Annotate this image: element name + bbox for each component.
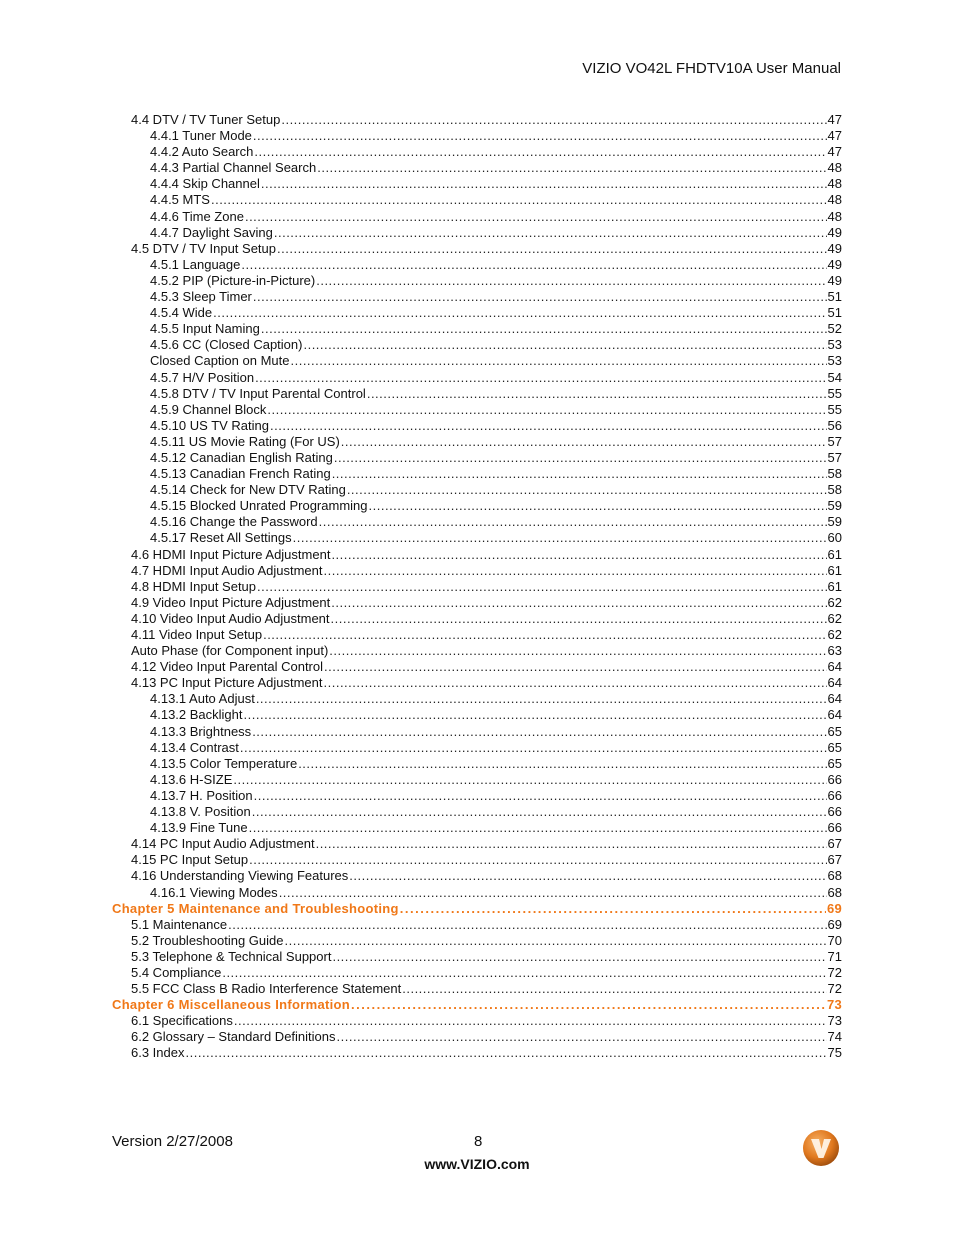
toc-entry-page: 57 xyxy=(827,433,842,449)
toc-entry[interactable] xyxy=(112,981,842,997)
toc-entry-page: 55 xyxy=(827,401,842,417)
toc-entry-title: 4.15 PC Input Setup xyxy=(131,852,249,868)
toc-entry[interactable] xyxy=(112,273,842,289)
toc-entry[interactable] xyxy=(112,933,842,949)
toc-entry-page: 52 xyxy=(827,321,842,337)
toc-dot-leader xyxy=(270,418,827,434)
toc-entry[interactable] xyxy=(112,514,842,530)
toc-entry-title: 4.5.12 Canadian English Rating xyxy=(150,449,333,465)
toc-entry-title: 4.13 PC Input Picture Adjustment xyxy=(131,675,323,691)
toc-entry[interactable] xyxy=(112,176,842,192)
header-title: VIZIO VO42L FHDTV10A User Manual xyxy=(582,60,841,77)
toc-chapter-entry[interactable] xyxy=(112,901,842,917)
toc-dot-leader xyxy=(261,321,827,337)
toc-dot-leader xyxy=(274,225,827,241)
toc-dot-leader xyxy=(252,724,826,740)
toc-entry-title: 4.13.3 Brightness xyxy=(150,723,252,739)
toc-entry-page: 51 xyxy=(827,289,842,305)
toc-entry-page: 47 xyxy=(827,112,842,127)
toc-entry[interactable] xyxy=(112,112,842,128)
toc-dot-leader xyxy=(263,627,826,643)
toc-dot-leader xyxy=(298,756,826,772)
toc-entry-title: 4.10 Video Input Audio Adjustment xyxy=(131,610,330,626)
toc-entry-title: 4.9 Video Input Picture Adjustment xyxy=(131,594,331,610)
toc-dot-leader xyxy=(245,209,827,225)
toc-dot-leader xyxy=(332,949,826,965)
toc-entry-page: 59 xyxy=(827,514,842,530)
toc-dot-leader xyxy=(241,257,826,273)
toc-entry[interactable] xyxy=(112,337,842,353)
footer-url[interactable]: www.VIZIO.com xyxy=(424,1156,530,1172)
toc-dot-leader xyxy=(347,482,827,498)
toc-dot-leader xyxy=(367,386,827,402)
toc-dot-leader xyxy=(316,273,826,289)
toc-entry[interactable] xyxy=(112,498,842,514)
toc-entry-page: 68 xyxy=(827,868,842,884)
toc-entry-page: 72 xyxy=(827,981,842,997)
toc-entry[interactable] xyxy=(112,386,842,402)
toc-entry-title: 4.5.5 Input Naming xyxy=(150,321,260,337)
toc-entry[interactable] xyxy=(112,1045,842,1061)
toc-entry-title: 4.5.13 Canadian French Rating xyxy=(150,466,331,482)
toc-entry-title: 4.4.2 Auto Search xyxy=(150,144,254,160)
toc-entry-title: 4.5.9 Channel Block xyxy=(150,401,267,417)
toc-entry-page: 66 xyxy=(827,787,842,803)
toc-entry[interactable] xyxy=(112,804,842,820)
toc-entry-page: 75 xyxy=(827,1045,842,1061)
toc-entry-page: 67 xyxy=(827,836,842,852)
toc-dot-leader xyxy=(240,740,827,756)
toc-entry-title: 4.12 Video Input Parental Control xyxy=(131,659,324,675)
toc-entry-page: 48 xyxy=(827,192,842,208)
toc-entry[interactable] xyxy=(112,691,842,707)
toc-entry-page: 47 xyxy=(827,128,842,144)
toc-entry-title: 4.11 Video Input Setup xyxy=(131,627,263,642)
toc-entry-title: 4.5.16 Change the Password xyxy=(150,514,318,530)
toc-dot-leader xyxy=(213,305,826,321)
toc-entry-title: 4.4 DTV / TV Tuner Setup xyxy=(131,112,281,127)
toc-entry[interactable] xyxy=(112,675,842,691)
toc-entry-title: 4.13.7 H. Position xyxy=(150,787,253,803)
toc-entry-title: 4.16 Understanding Viewing Features xyxy=(131,868,349,884)
toc-dot-leader xyxy=(261,176,827,192)
toc-entry-title: 4.16.1 Viewing Modes xyxy=(150,884,278,900)
toc-entry-title: 6.3 Index xyxy=(131,1045,185,1061)
toc-entry-page: 64 xyxy=(827,659,842,675)
toc-entry-page: 68 xyxy=(827,884,842,900)
toc-dot-leader xyxy=(349,868,826,884)
toc-dot-leader xyxy=(234,1013,827,1029)
toc-entry-title: 6.2 Glossary – Standard Definitions xyxy=(131,1029,336,1045)
toc-dot-leader xyxy=(329,643,826,659)
toc-entry[interactable] xyxy=(112,241,842,257)
toc-entry[interactable] xyxy=(112,949,842,965)
toc-entry-page: 62 xyxy=(827,627,842,642)
footer-page-number: 8 xyxy=(474,1133,483,1150)
toc-entry-page: 73 xyxy=(826,997,842,1013)
toc-entry-title: 4.13.8 V. Position xyxy=(150,804,251,820)
toc-entry[interactable] xyxy=(112,547,842,563)
toc-entry-page: 62 xyxy=(827,610,842,626)
toc-entry-title: 5.4 Compliance xyxy=(131,964,222,980)
toc-entry-title: 4.5.8 DTV / TV Input Parental Control xyxy=(150,385,366,401)
toc-entry-page: 73 xyxy=(827,1013,842,1029)
toc-entry-page: 48 xyxy=(827,208,842,224)
toc-dot-leader xyxy=(281,112,826,128)
toc-dot-leader xyxy=(257,579,827,595)
toc-dot-leader xyxy=(222,965,826,981)
toc-dot-leader xyxy=(341,434,827,450)
toc-entry-page: 58 xyxy=(827,466,842,482)
toc-entry-title: 4.5.10 US TV Rating xyxy=(150,417,269,433)
toc-entry[interactable] xyxy=(112,643,842,659)
toc-entry-title: Auto Phase (for Component input) xyxy=(131,643,329,659)
toc-entry-page: 61 xyxy=(827,578,842,594)
toc-entry-page: 64 xyxy=(827,707,842,723)
toc-entry-page: 56 xyxy=(827,417,842,433)
toc-entry-title: 4.5.14 Check for New DTV Rating xyxy=(150,482,346,498)
toc-entry[interactable] xyxy=(112,917,842,933)
toc-entry-page: 74 xyxy=(827,1029,842,1045)
toc-entry[interactable] xyxy=(112,724,842,740)
toc-entry-page: 69 xyxy=(827,916,842,932)
toc-dot-leader xyxy=(369,498,827,514)
toc-entry-page: 71 xyxy=(827,948,842,964)
toc-dot-leader xyxy=(252,804,827,820)
toc-entry-title: 5.1 Maintenance xyxy=(131,916,228,932)
toc-dot-leader xyxy=(249,820,827,836)
toc-entry-page: 65 xyxy=(827,739,842,755)
toc-entry[interactable] xyxy=(112,402,842,418)
toc-entry-title: 4.13.1 Auto Adjust xyxy=(150,691,255,707)
toc-entry-title: Closed Caption on Mute xyxy=(150,353,290,369)
toc-dot-leader xyxy=(324,675,827,691)
toc-dot-leader xyxy=(317,160,826,176)
toc-chapter-entry[interactable] xyxy=(112,997,842,1013)
toc-entry-title: Chapter 6 Miscellaneous Information xyxy=(112,997,351,1013)
toc-dot-leader xyxy=(332,466,827,482)
toc-dot-leader xyxy=(402,981,826,997)
toc-entry-page: 67 xyxy=(827,852,842,868)
toc-entry-title: 4.5 DTV / TV Input Setup xyxy=(131,240,277,256)
toc-entry-title: 4.13.6 H-SIZE xyxy=(150,771,233,787)
toc-dot-leader xyxy=(256,691,827,707)
toc-entry[interactable] xyxy=(112,1029,842,1045)
toc-entry[interactable] xyxy=(112,579,842,595)
toc-entry-page: 64 xyxy=(827,691,842,707)
toc-dot-leader xyxy=(293,530,827,546)
toc-entry[interactable] xyxy=(112,611,842,627)
toc-dot-leader xyxy=(211,192,827,208)
toc-entry-page: 63 xyxy=(827,643,842,659)
table-of-contents xyxy=(112,112,842,1062)
toc-dot-leader xyxy=(244,707,827,723)
toc-entry-title: 4.4.7 Daylight Saving xyxy=(150,224,273,240)
toc-entry-title: 4.5.2 PIP (Picture-in-Picture) xyxy=(150,272,316,288)
toc-entry-page: 62 xyxy=(827,594,842,610)
toc-entry[interactable] xyxy=(112,965,842,981)
toc-entry-page: 60 xyxy=(827,530,842,546)
toc-entry-title: 4.5.3 Sleep Timer xyxy=(150,289,252,305)
toc-entry-title: 4.6 HDMI Input Picture Adjustment xyxy=(131,546,331,562)
toc-entry-title: Chapter 5 Maintenance and Troubleshooting xyxy=(112,900,399,916)
toc-entry[interactable] xyxy=(112,627,842,643)
toc-dot-leader xyxy=(267,402,826,418)
toc-entry-page: 53 xyxy=(827,337,842,353)
toc-entry[interactable] xyxy=(112,128,842,144)
toc-entry-title: 4.8 HDMI Input Setup xyxy=(131,578,257,594)
toc-entry[interactable] xyxy=(112,144,842,160)
toc-entry-page: 57 xyxy=(827,449,842,465)
toc-entry-page: 70 xyxy=(827,932,842,948)
toc-dot-leader xyxy=(285,933,827,949)
toc-entry[interactable] xyxy=(112,772,842,788)
toc-dot-leader xyxy=(277,241,827,257)
toc-entry-title: 5.2 Troubleshooting Guide xyxy=(131,932,284,948)
toc-entry[interactable] xyxy=(112,530,842,546)
toc-entry[interactable] xyxy=(112,353,842,369)
toc-dot-leader xyxy=(249,852,826,868)
toc-entry-page: 64 xyxy=(827,675,842,691)
toc-entry-title: 4.5.17 Reset All Settings xyxy=(150,530,292,546)
toc-entry-title: 4.5.1 Language xyxy=(150,256,241,272)
toc-entry-page: 61 xyxy=(827,546,842,562)
toc-entry-title: 4.5.7 H/V Position xyxy=(150,369,255,385)
toc-entry-title: 4.13.2 Backlight xyxy=(150,707,243,723)
toc-entry-page: 49 xyxy=(827,240,842,256)
toc-dot-leader xyxy=(186,1045,827,1061)
toc-entry[interactable] xyxy=(112,707,842,723)
toc-dot-leader xyxy=(316,836,827,852)
toc-entry-title: 4.5.15 Blocked Unrated Programming xyxy=(150,498,368,514)
toc-entry[interactable] xyxy=(112,289,842,305)
toc-entry-page: 51 xyxy=(827,305,842,321)
toc-entry[interactable] xyxy=(112,820,842,836)
toc-entry[interactable] xyxy=(112,370,842,386)
toc-entry-title: 4.4.6 Time Zone xyxy=(150,208,244,224)
toc-dot-leader xyxy=(331,547,826,563)
toc-entry[interactable] xyxy=(112,434,842,450)
toc-dot-leader xyxy=(254,144,826,160)
toc-entry-page: 66 xyxy=(827,804,842,820)
toc-entry-page: 49 xyxy=(827,256,842,272)
toc-entry-title: 4.5.4 Wide xyxy=(150,305,213,321)
toc-entry-page: 66 xyxy=(827,771,842,787)
toc-entry-page: 61 xyxy=(827,562,842,578)
toc-entry-title: 4.7 HDMI Input Audio Adjustment xyxy=(131,562,323,578)
toc-entry-page: 65 xyxy=(827,723,842,739)
toc-entry[interactable] xyxy=(112,756,842,772)
toc-entry[interactable] xyxy=(112,1013,842,1029)
toc-entry-title: 4.4.1 Tuner Mode xyxy=(150,128,252,144)
toc-entry[interactable] xyxy=(112,209,842,225)
toc-entry[interactable] xyxy=(112,466,842,482)
toc-entry[interactable] xyxy=(112,305,842,321)
toc-dot-leader xyxy=(334,450,827,466)
toc-entry-page: 49 xyxy=(827,272,842,288)
toc-entry-page: 58 xyxy=(827,482,842,498)
toc-dot-leader xyxy=(331,595,826,611)
toc-entry[interactable] xyxy=(112,160,842,176)
toc-entry-page: 54 xyxy=(827,369,842,385)
toc-dot-leader xyxy=(337,1029,827,1045)
toc-entry[interactable] xyxy=(112,788,842,804)
toc-entry-title: 4.4.5 MTS xyxy=(150,192,210,208)
toc-entry-page: 47 xyxy=(827,144,842,160)
toc-entry-page: 69 xyxy=(826,900,842,916)
toc-entry[interactable] xyxy=(112,563,842,579)
toc-dot-leader xyxy=(400,901,826,917)
toc-entry[interactable] xyxy=(112,192,842,208)
toc-entry-page: 66 xyxy=(827,820,842,836)
toc-entry-title: 5.3 Telephone & Technical Support xyxy=(131,948,332,964)
toc-dot-leader xyxy=(324,659,827,675)
toc-entry-page: 65 xyxy=(827,755,842,771)
toc-dot-leader xyxy=(290,353,826,369)
toc-entry-page: 49 xyxy=(827,224,842,240)
toc-entry[interactable] xyxy=(112,225,842,241)
toc-entry-title: 4.5.11 US Movie Rating (For US) xyxy=(150,433,340,449)
toc-dot-leader xyxy=(331,611,827,627)
toc-entry-page: 55 xyxy=(827,385,842,401)
toc-entry[interactable] xyxy=(112,740,842,756)
toc-dot-leader xyxy=(303,337,826,353)
toc-entry[interactable] xyxy=(112,482,842,498)
toc-entry-title: 4.14 PC Input Audio Adjustment xyxy=(131,836,315,852)
toc-dot-leader xyxy=(233,772,826,788)
toc-dot-leader xyxy=(254,788,827,804)
toc-dot-leader xyxy=(253,289,827,305)
toc-entry[interactable] xyxy=(112,868,842,884)
toc-entry[interactable] xyxy=(112,852,842,868)
toc-dot-leader xyxy=(228,917,826,933)
footer-version: Version 2/27/2008 xyxy=(112,1133,233,1150)
toc-entry-title: 4.13.9 Fine Tune xyxy=(150,820,248,836)
toc-entry[interactable] xyxy=(112,257,842,273)
toc-entry-page: 53 xyxy=(827,353,842,369)
toc-entry-page: 59 xyxy=(827,498,842,514)
toc-entry-title: 4.13.4 Contrast xyxy=(150,739,239,755)
toc-entry-page: 48 xyxy=(827,160,842,176)
toc-entry[interactable] xyxy=(112,595,842,611)
toc-dot-leader xyxy=(255,370,826,386)
toc-entry-page: 48 xyxy=(827,176,842,192)
toc-dot-leader xyxy=(324,563,827,579)
toc-dot-leader xyxy=(351,997,826,1013)
toc-entry[interactable] xyxy=(112,418,842,434)
toc-entry[interactable] xyxy=(112,885,842,901)
toc-dot-leader xyxy=(319,514,827,530)
toc-entry[interactable] xyxy=(112,450,842,466)
toc-entry[interactable] xyxy=(112,321,842,337)
toc-entry-title: 4.4.3 Partial Channel Search xyxy=(150,160,317,176)
toc-entry-page: 72 xyxy=(827,964,842,980)
toc-entry-title: 6.1 Specifications xyxy=(131,1013,233,1029)
toc-entry[interactable] xyxy=(112,659,842,675)
vizio-logo-icon xyxy=(802,1129,840,1167)
toc-dot-leader xyxy=(253,128,827,144)
toc-entry-title: 4.5.6 CC (Closed Caption) xyxy=(150,337,303,353)
toc-entry-title: 4.13.5 Color Temperature xyxy=(150,755,298,771)
toc-dot-leader xyxy=(279,885,827,901)
toc-entry-title: 4.4.4 Skip Channel xyxy=(150,176,260,192)
toc-entry-title: 5.5 FCC Class B Radio Interference Statement xyxy=(131,981,402,997)
toc-entry[interactable] xyxy=(112,836,842,852)
